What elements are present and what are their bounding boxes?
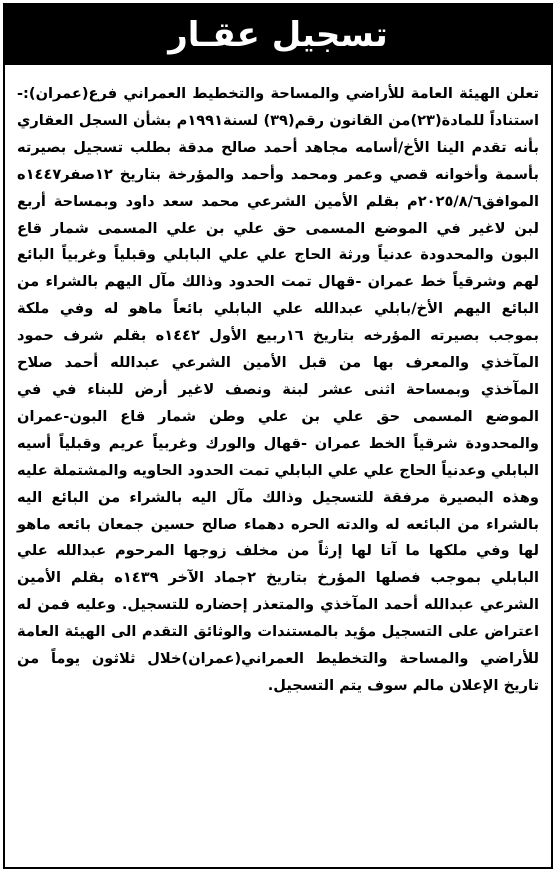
notice-body bbox=[17, 81, 539, 700]
notice-header bbox=[5, 5, 551, 65]
notice-title: تسجيل عقـار bbox=[168, 15, 388, 55]
notice-frame bbox=[3, 3, 553, 869]
notice-body-text: تعلن الهيئة العامة للأراضي والمساحة والتخطيط العمراني فرع(عمران):-استناداً للمادة(٢٣)من القانون رقم(٣٩) لسنة١٩٩١م بشأن السجل العقاري بأنه تقدم الينا الأخ/أسامه مجاهد أحمد صالح مدقة بطلب تسجيل بصيرته بأسمة وأخوانه قصي وعمر ومحمد وأحمد والمؤرخة بتاريخ ١٢صفر١٤٤٧ه الموافق٢٠٢٥/٨/٦م بقلم الأمين الشرعي محمد سعد داود وبمساحة أربع لبن لاغير في الموضع المسمى حق علي بن علي المسمى شمار قاع البون والمحدودة عدنياً ورثة الحاج علي علي البابلي وقبلياً وغربياً البائع لهم وشرقياً خط عمران -قهال تمت الحدود وذالك مآل اليهم بالشراء من البائع اليهم الأخ/بابلي عبدالله علي البابلي بائعاً ماهو له وفي ملكة بموجب بصيرته المؤرخه بتاريخ ١٦ربيع الأول ١٤٤٢ه بقلم شرف حمود المآخذي والمعرف بها من قبل الأمين الشرعي عبدالله أحمد صلاح المآخذي وبمساحة اثنى عشر لبنة ونصف لاغير أرض للبناء في في الموضع المسمى حق علي بن علي وطن شمار قاع البون-عمران والمحدودة شرقياً الخط عمران -قهال والورك وغربياً عريم وقبلياً أسيه البابلي وعدنياً الحاج علي علي البابلي تمت الحدود الحاويه والمشتملة عليه وهذه البصيرة مرفقة للتسجيل وذالك مآل اليه بالشراء من البائع اليه بالشراء من البائعه له والدته الحره دهماء صالح حسين جمعان بائعه ماهو لها وفي ملكها ما آتا لها إرثاً من مخلف زوجها المرحوم عبدالله علي البابلي بموجب فصلها المؤرخ بتاريخ ٢جماد الآخر ١٤٣٩ه بقلم الأمين الشرعي عبدالله أحمد المآخذي والمتعذر إحضاره للتسجيل. وعليه فمن له اعتراض على التسجيل مؤيد بالمستندات والوثائق التقدم الى الهيئة العامة للأراضي والمساحة والتخطيط العمراني(عمران)خلال ثلاثون يوماً من تاريخ الإعلان مالم سوف يتم التسجيل. bbox=[17, 85, 540, 694]
